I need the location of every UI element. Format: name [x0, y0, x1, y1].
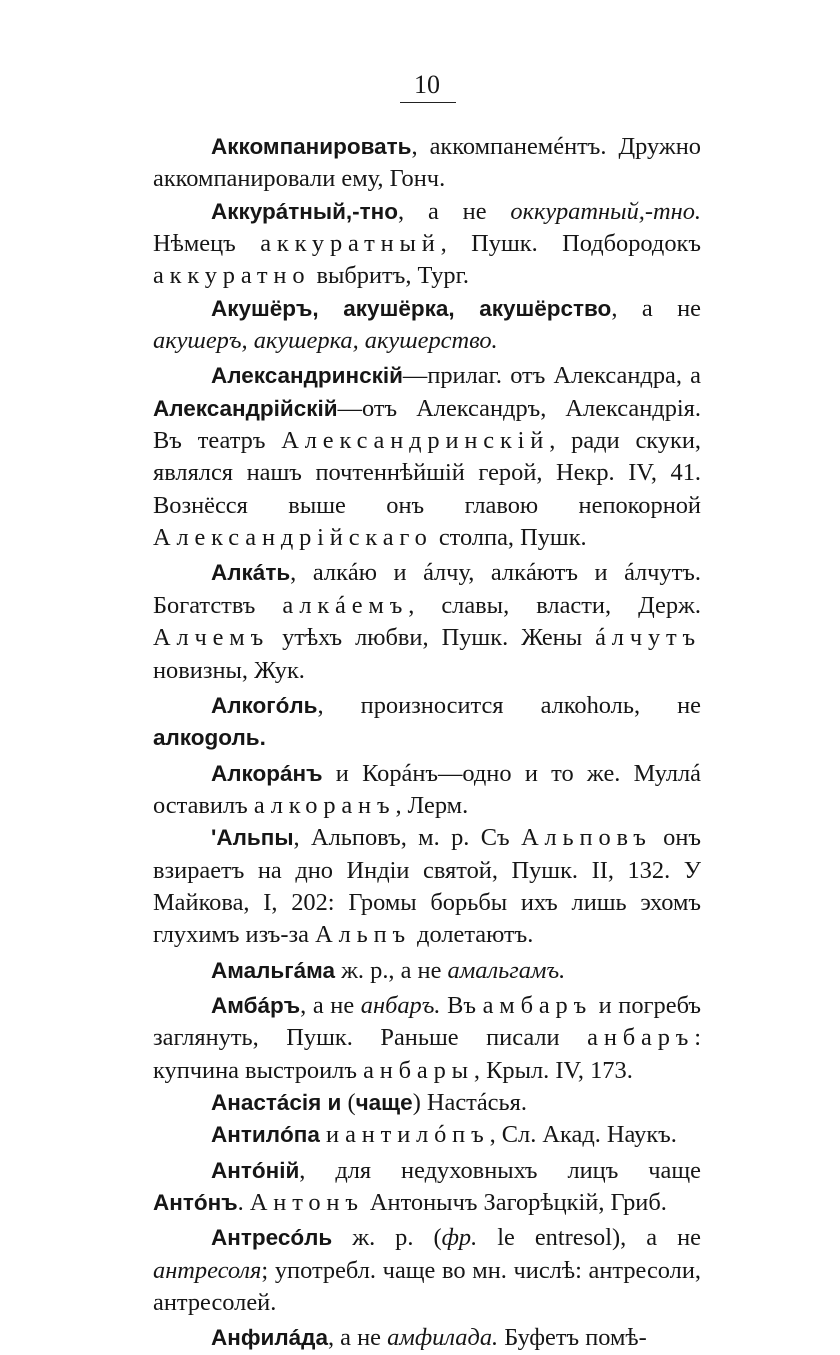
entry-text: : купчина выстроилъ	[153, 1024, 701, 1084]
incorrect-form: амфилада.	[387, 1324, 499, 1352]
headword: Алкогóль	[211, 692, 318, 718]
entry-text: Антонычъ Загорѣцкій, Гриб.	[363, 1189, 667, 1216]
headword: Анастáсія и	[211, 1089, 342, 1115]
dictionary-entry	[153, 293, 701, 358]
entry-text: , Альповъ, м. р. Съ	[293, 824, 522, 852]
dictionary-entry	[153, 557, 701, 686]
spaced-quote: Альпъ	[315, 921, 411, 949]
entry-text: , Сл. Акад. Наукъ.	[489, 1121, 677, 1149]
entry-text: новизны, Жук.	[153, 656, 305, 684]
headword: 'Альпы	[211, 825, 294, 851]
headword: Аккомпанировать	[211, 134, 412, 159]
headword: Алкáть	[211, 560, 291, 586]
entry-text: (	[341, 1088, 356, 1116]
headword: Александринскій	[211, 363, 403, 389]
entry-text: и	[319, 1121, 346, 1149]
dictionary-entry	[153, 1222, 701, 1319]
entry-text: , а не	[327, 1324, 388, 1352]
dictionary-entry	[153, 1155, 701, 1220]
entry-text: —прилаг. отъ Александра, а	[402, 362, 701, 390]
entry-text: долетаютъ.	[410, 921, 534, 949]
entry-text: , а не	[398, 197, 511, 225]
headword: Анфилáда	[211, 1325, 328, 1351]
spaced-quote: Алчемъ	[153, 624, 270, 652]
entry-text: , Лерм.	[395, 791, 469, 819]
dictionary-entry	[153, 822, 701, 951]
entry-text: , Крыл. IV, 173.	[473, 1056, 633, 1084]
entry-text: , для недуховныхъ лицъ чаще	[299, 1156, 701, 1184]
entry-text: Буфетъ помѣ-	[498, 1324, 647, 1352]
dictionary-entry	[153, 360, 701, 554]
headword: Амальгáма	[211, 957, 335, 983]
entry-text: Въ	[440, 991, 483, 1019]
page-number-rule	[400, 102, 456, 103]
spaced-quote: анбаръ	[587, 1024, 695, 1052]
spaced-quote: антилóпъ	[345, 1121, 490, 1149]
entry-text: ; употребл. чаще во мн. числѣ: антресоли, антресолей.	[153, 1256, 701, 1317]
headword: Акушёръ, акушёрка, акушёрство	[211, 295, 612, 321]
entry-text: ж. р., а не	[334, 956, 448, 984]
dictionary-entry	[153, 196, 701, 293]
spaced-quote: аккуратный	[260, 230, 441, 258]
entry-text: , алкáю и áлчу, алкáютъ и áлчутъ. Богатствъ	[153, 559, 701, 619]
entry-text: , произносится алкоhоль, не	[317, 691, 701, 719]
entry-text: , ради скуки, являлся нашъ почтеннѣйшій герой, Некр. IV, 41. Вознёсся выше онъ главою непокорной	[153, 427, 701, 519]
entry-text: столпа, Пушк.	[432, 524, 587, 552]
spaced-quote: áлчутъ	[595, 624, 701, 652]
headword: чаще	[355, 1089, 413, 1115]
incorrect-form: амальгамъ.	[447, 956, 566, 984]
entry-text: утѣхъ любви, Пушк. Жены	[269, 624, 596, 652]
spaced-quote: анбары	[363, 1056, 474, 1084]
headword: Антóнъ	[153, 1190, 238, 1215]
entry-text: , а не	[300, 991, 361, 1019]
dictionary-entry	[153, 1322, 701, 1354]
dictionary-entry	[153, 758, 701, 823]
dictionary-entry	[153, 955, 701, 987]
headword: Антилóпа	[211, 1122, 320, 1148]
entry-text: , Пушк. Подбородокъ	[440, 230, 701, 258]
dictionary-entry	[153, 131, 701, 196]
dictionary-entry	[153, 1119, 701, 1151]
spaced-quote: Александринскій	[281, 427, 550, 455]
entry-text: , славы, власти, Держ.	[408, 591, 701, 619]
entry-text: ж. р. (	[332, 1224, 442, 1252]
entry-text: Нѣмецъ	[153, 230, 261, 258]
entry-text: выбритъ, Тург.	[310, 262, 469, 290]
dictionary-entries	[153, 131, 701, 1355]
headword: Алкорáнъ	[211, 760, 323, 786]
spaced-quote: аккуратно	[153, 262, 311, 290]
spaced-quote: алкáемъ	[282, 591, 409, 619]
entry-text: и Корáнъ—одно и то же. Муллá оставилъ	[153, 759, 701, 819]
spaced-quote: Александрійскаго	[153, 524, 433, 552]
entry-text: онъ взираетъ на дно Индіи святой, Пушк. II, 132. У Майкова, I, 202: Громы борьбы ихъ лишь эхомъ глухимъ изъ-за	[153, 824, 701, 949]
entry-text: , аккомпанемéнтъ. Дружно аккомпанировали ему, Гонч.	[153, 133, 701, 193]
spaced-quote: алкоранъ	[253, 791, 396, 819]
headword: Аккурáтный,-тно	[211, 198, 398, 224]
incorrect-form: акушеръ, акушерка, акушерство.	[153, 327, 498, 355]
headword: Амбáръ	[211, 992, 301, 1018]
entry-text: .	[237, 1189, 250, 1216]
incorrect-form: фр.	[441, 1224, 478, 1252]
dictionary-entry	[153, 990, 701, 1087]
incorrect-form: анбаръ.	[360, 991, 441, 1019]
headword: Антресóль	[211, 1225, 333, 1251]
dictionary-entry	[153, 690, 701, 755]
page-number: 10	[414, 70, 440, 99]
incorrect-form: оккуратный,-тно.	[510, 197, 701, 225]
headword: алкоgоль.	[153, 725, 266, 751]
entry-text: , а не	[611, 294, 701, 322]
headword: Александрійскій	[153, 395, 338, 421]
spaced-quote: Антонъ	[249, 1189, 364, 1216]
incorrect-form: антресоля	[153, 1256, 262, 1284]
entry-text: и погребъ заглянуть, Пушк. Раньше писали	[153, 991, 701, 1052]
spaced-quote: амбаръ	[482, 991, 593, 1019]
spaced-quote: Альповъ	[521, 824, 652, 852]
headword: Антóній	[211, 1157, 300, 1183]
entry-text: ) Настáсья.	[412, 1088, 527, 1116]
dictionary-entry	[153, 1087, 701, 1119]
entry-text: —отъ Александръ, Александрія. Въ театръ	[153, 394, 701, 455]
entry-text: le entresol), а не	[477, 1224, 701, 1252]
